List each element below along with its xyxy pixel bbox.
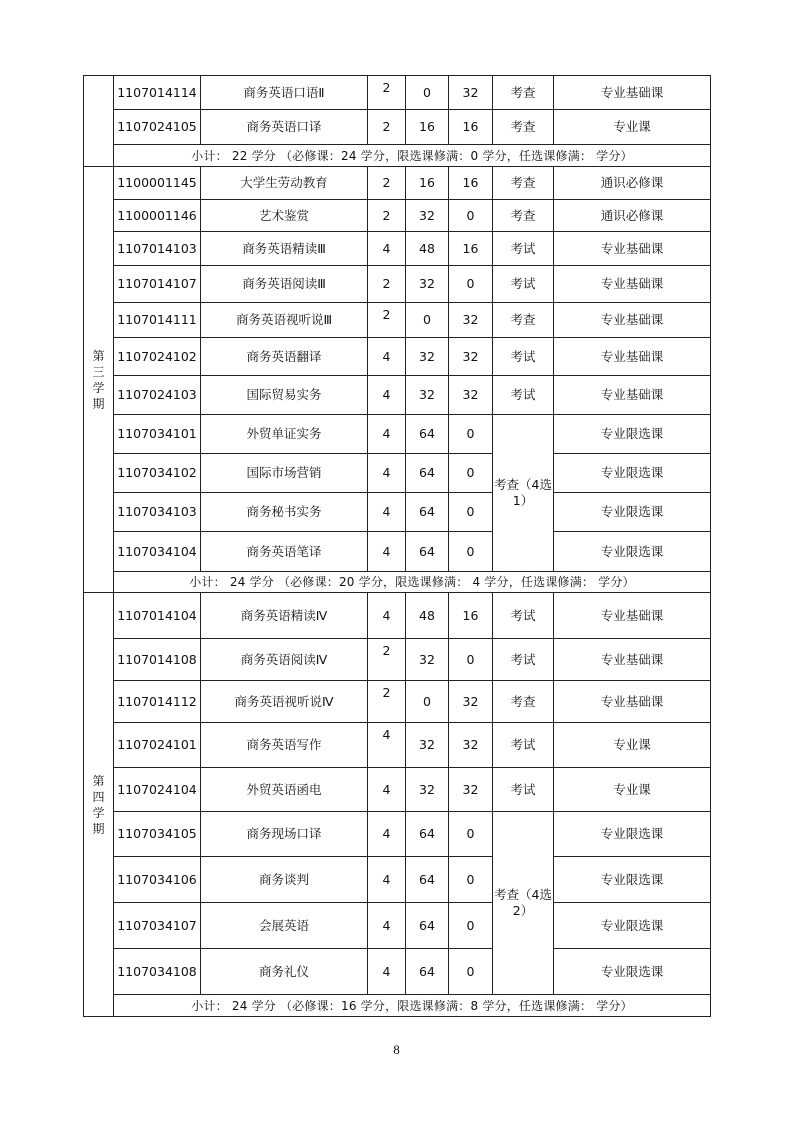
subtotal-row [84, 995, 711, 1017]
table-row [84, 454, 711, 493]
course-credits: 4 [368, 949, 406, 995]
course-code: 1107034102 [114, 454, 201, 493]
course-type: 专业限选课 [554, 454, 711, 493]
exam-type: 考试 [493, 266, 554, 303]
theory-hours: 0 [406, 681, 449, 723]
course-credits: 2 [368, 681, 406, 723]
theory-hours: 0 [406, 76, 449, 110]
semester-label-char: 三 [92, 364, 105, 379]
practice-hours: 0 [449, 200, 493, 232]
course-code: 1107024105 [114, 110, 201, 145]
practice-hours: 0 [449, 415, 493, 454]
theory-hours: 64 [406, 857, 449, 903]
practice-hours: 32 [449, 768, 493, 812]
course-code: 1107034107 [114, 903, 201, 949]
table-row [84, 376, 711, 415]
practice-hours: 0 [449, 812, 493, 857]
course-type: 专业限选课 [554, 415, 711, 454]
semester-label-char: 第 [92, 773, 105, 788]
exam-type: 考试 [493, 639, 554, 681]
course-name: 商务英语口译 [201, 110, 368, 145]
exam-type: 考试 [493, 593, 554, 639]
theory-hours: 64 [406, 532, 449, 572]
course-credits: 4 [368, 723, 406, 768]
theory-hours: 64 [406, 454, 449, 493]
table-row [84, 232, 711, 266]
course-credits: 2 [368, 200, 406, 232]
course-code: 1107034104 [114, 532, 201, 572]
elective-exam-type: 考查（4选1） [493, 415, 554, 572]
theory-hours: 32 [406, 376, 449, 415]
course-code: 1107014111 [114, 303, 201, 338]
course-code: 1107014107 [114, 266, 201, 303]
theory-hours: 32 [406, 768, 449, 812]
practice-hours: 0 [449, 493, 493, 532]
practice-hours: 32 [449, 303, 493, 338]
theory-hours: 16 [406, 110, 449, 145]
table-row [84, 110, 711, 145]
exam-type: 考试 [493, 338, 554, 376]
table-row [84, 639, 711, 681]
table-row [84, 723, 711, 768]
table-row [84, 812, 711, 857]
course-name: 商务英语写作 [201, 723, 368, 768]
course-type: 专业基础课 [554, 303, 711, 338]
semester-label-4 [84, 593, 114, 1017]
table-row [84, 200, 711, 232]
course-name: 商务英语笔译 [201, 532, 368, 572]
table-row [84, 857, 711, 903]
course-credits: 4 [368, 812, 406, 857]
course-type: 专业基础课 [554, 232, 711, 266]
practice-hours: 32 [449, 376, 493, 415]
table-row [84, 76, 711, 110]
course-credits: 4 [368, 493, 406, 532]
course-name: 国际市场营销 [201, 454, 368, 493]
exam-type: 考查 [493, 200, 554, 232]
subtotal-text: 小计： 24 学分 （必修课：16 学分，限选课修满：8 学分，任选课修满： 学分） [114, 995, 711, 1017]
course-type: 专业课 [554, 110, 711, 145]
course-name: 艺术鉴赏 [201, 200, 368, 232]
course-name: 商务英语阅读Ⅳ [201, 639, 368, 681]
table-row [84, 532, 711, 572]
course-name: 商务谈判 [201, 857, 368, 903]
course-name: 商务秘书实务 [201, 493, 368, 532]
course-name: 外贸单证实务 [201, 415, 368, 454]
course-name: 商务英语阅读Ⅲ [201, 266, 368, 303]
practice-hours: 32 [449, 76, 493, 110]
table-row [84, 167, 711, 200]
course-type: 专业基础课 [554, 266, 711, 303]
table-row [84, 415, 711, 454]
course-type: 专业基础课 [554, 76, 711, 110]
exam-type: 考查 [493, 110, 554, 145]
course-credits: 2 [368, 167, 406, 200]
course-credits: 4 [368, 232, 406, 266]
practice-hours: 0 [449, 857, 493, 903]
subtotal-row [84, 145, 711, 167]
course-code: 1107034105 [114, 812, 201, 857]
practice-hours: 0 [449, 903, 493, 949]
course-name: 商务英语翻译 [201, 338, 368, 376]
course-credits: 2 [368, 266, 406, 303]
subtotal-text: 小计： 24 学分 （必修课：20 学分，限选课修满： 4 学分，任选课修满： 学分） [114, 572, 711, 593]
elective-exam-type: 考查（4选2） [493, 812, 554, 995]
practice-hours: 0 [449, 949, 493, 995]
practice-hours: 32 [449, 681, 493, 723]
practice-hours: 16 [449, 593, 493, 639]
course-type: 专业基础课 [554, 593, 711, 639]
semester-label-char: 四 [92, 789, 105, 804]
theory-hours: 32 [406, 266, 449, 303]
course-code: 1107014112 [114, 681, 201, 723]
course-code: 1107014103 [114, 232, 201, 266]
course-code: 1107014114 [114, 76, 201, 110]
theory-hours: 32 [406, 200, 449, 232]
exam-type: 考查 [493, 76, 554, 110]
practice-hours: 16 [449, 167, 493, 200]
semester-label-char: 学 [92, 380, 105, 395]
table-row [84, 593, 711, 639]
course-code: 1107034108 [114, 949, 201, 995]
theory-hours: 64 [406, 903, 449, 949]
page-number: 8 [393, 1042, 400, 1057]
subtotal-text: 小计： 22 学分 （必修课：24 学分，限选课修满：0 学分，任选课修满： 学分） [114, 145, 711, 167]
theory-hours: 64 [406, 949, 449, 995]
course-credits: 2 [368, 76, 406, 110]
table-row [84, 768, 711, 812]
exam-type: 考试 [493, 723, 554, 768]
exam-type: 考试 [493, 768, 554, 812]
course-credits: 4 [368, 532, 406, 572]
course-credits: 2 [368, 110, 406, 145]
course-code: 1100001146 [114, 200, 201, 232]
course-type: 通识必修课 [554, 167, 711, 200]
course-name: 外贸英语函电 [201, 768, 368, 812]
semester-label-char: 期 [92, 821, 105, 836]
course-name: 国际贸易实务 [201, 376, 368, 415]
course-type: 专业限选课 [554, 903, 711, 949]
course-credits: 2 [368, 639, 406, 681]
practice-hours: 32 [449, 723, 493, 768]
table-row [84, 903, 711, 949]
exam-type: 考查 [493, 303, 554, 338]
course-code: 1107024104 [114, 768, 201, 812]
course-credits: 4 [368, 376, 406, 415]
course-name: 商务英语视听说Ⅳ [201, 681, 368, 723]
course-code: 1107034101 [114, 415, 201, 454]
semester-label-char: 第 [92, 348, 105, 363]
course-code: 1107024102 [114, 338, 201, 376]
course-credits: 4 [368, 903, 406, 949]
course-name: 商务礼仪 [201, 949, 368, 995]
course-code: 1100001145 [114, 167, 201, 200]
table-row [84, 303, 711, 338]
theory-hours: 16 [406, 167, 449, 200]
course-type: 专业基础课 [554, 338, 711, 376]
course-type: 通识必修课 [554, 200, 711, 232]
practice-hours: 0 [449, 532, 493, 572]
course-credits: 4 [368, 454, 406, 493]
table-row [84, 338, 711, 376]
theory-hours: 48 [406, 593, 449, 639]
course-credits: 4 [368, 593, 406, 639]
theory-hours: 32 [406, 338, 449, 376]
table-row [84, 949, 711, 995]
course-name: 商务英语精读Ⅲ [201, 232, 368, 266]
course-type: 专业限选课 [554, 857, 711, 903]
course-type: 专业基础课 [554, 376, 711, 415]
semester-label-3 [84, 167, 114, 593]
course-type: 专业限选课 [554, 949, 711, 995]
semester-cell-carryover [84, 76, 114, 167]
practice-hours: 16 [449, 232, 493, 266]
course-type: 专业限选课 [554, 812, 711, 857]
course-credits: 4 [368, 338, 406, 376]
course-name: 会展英语 [201, 903, 368, 949]
practice-hours: 0 [449, 454, 493, 493]
course-name: 商务英语口语Ⅱ [201, 76, 368, 110]
course-credits: 4 [368, 415, 406, 454]
theory-hours: 0 [406, 303, 449, 338]
table-row [84, 681, 711, 723]
exam-type: 考试 [493, 376, 554, 415]
theory-hours: 64 [406, 493, 449, 532]
table-row [84, 493, 711, 532]
semester-label-char: 期 [92, 396, 105, 411]
course-type: 专业课 [554, 723, 711, 768]
course-credits: 4 [368, 857, 406, 903]
course-code: 1107024101 [114, 723, 201, 768]
course-credits: 2 [368, 303, 406, 338]
course-code: 1107034106 [114, 857, 201, 903]
subtotal-row [84, 572, 711, 593]
course-name: 商务英语精读Ⅳ [201, 593, 368, 639]
theory-hours: 32 [406, 639, 449, 681]
course-type: 专业限选课 [554, 532, 711, 572]
theory-hours: 64 [406, 812, 449, 857]
practice-hours: 16 [449, 110, 493, 145]
course-type: 专业限选课 [554, 493, 711, 532]
semester-label-char: 学 [92, 805, 105, 820]
course-code: 1107014108 [114, 639, 201, 681]
course-type: 专业基础课 [554, 639, 711, 681]
course-type: 专业课 [554, 768, 711, 812]
course-name: 商务现场口译 [201, 812, 368, 857]
course-name: 大学生劳动教育 [201, 167, 368, 200]
course-name: 商务英语视听说Ⅲ [201, 303, 368, 338]
practice-hours: 32 [449, 338, 493, 376]
exam-type: 考试 [493, 232, 554, 266]
exam-type: 考查 [493, 167, 554, 200]
course-credits: 4 [368, 768, 406, 812]
theory-hours: 48 [406, 232, 449, 266]
course-code: 1107014104 [114, 593, 201, 639]
theory-hours: 64 [406, 415, 449, 454]
practice-hours: 0 [449, 266, 493, 303]
course-code: 1107024103 [114, 376, 201, 415]
table-row [84, 266, 711, 303]
course-schedule-table [83, 75, 711, 1017]
exam-type: 考查 [493, 681, 554, 723]
course-code: 1107034103 [114, 493, 201, 532]
course-type: 专业基础课 [554, 681, 711, 723]
theory-hours: 32 [406, 723, 449, 768]
practice-hours: 0 [449, 639, 493, 681]
